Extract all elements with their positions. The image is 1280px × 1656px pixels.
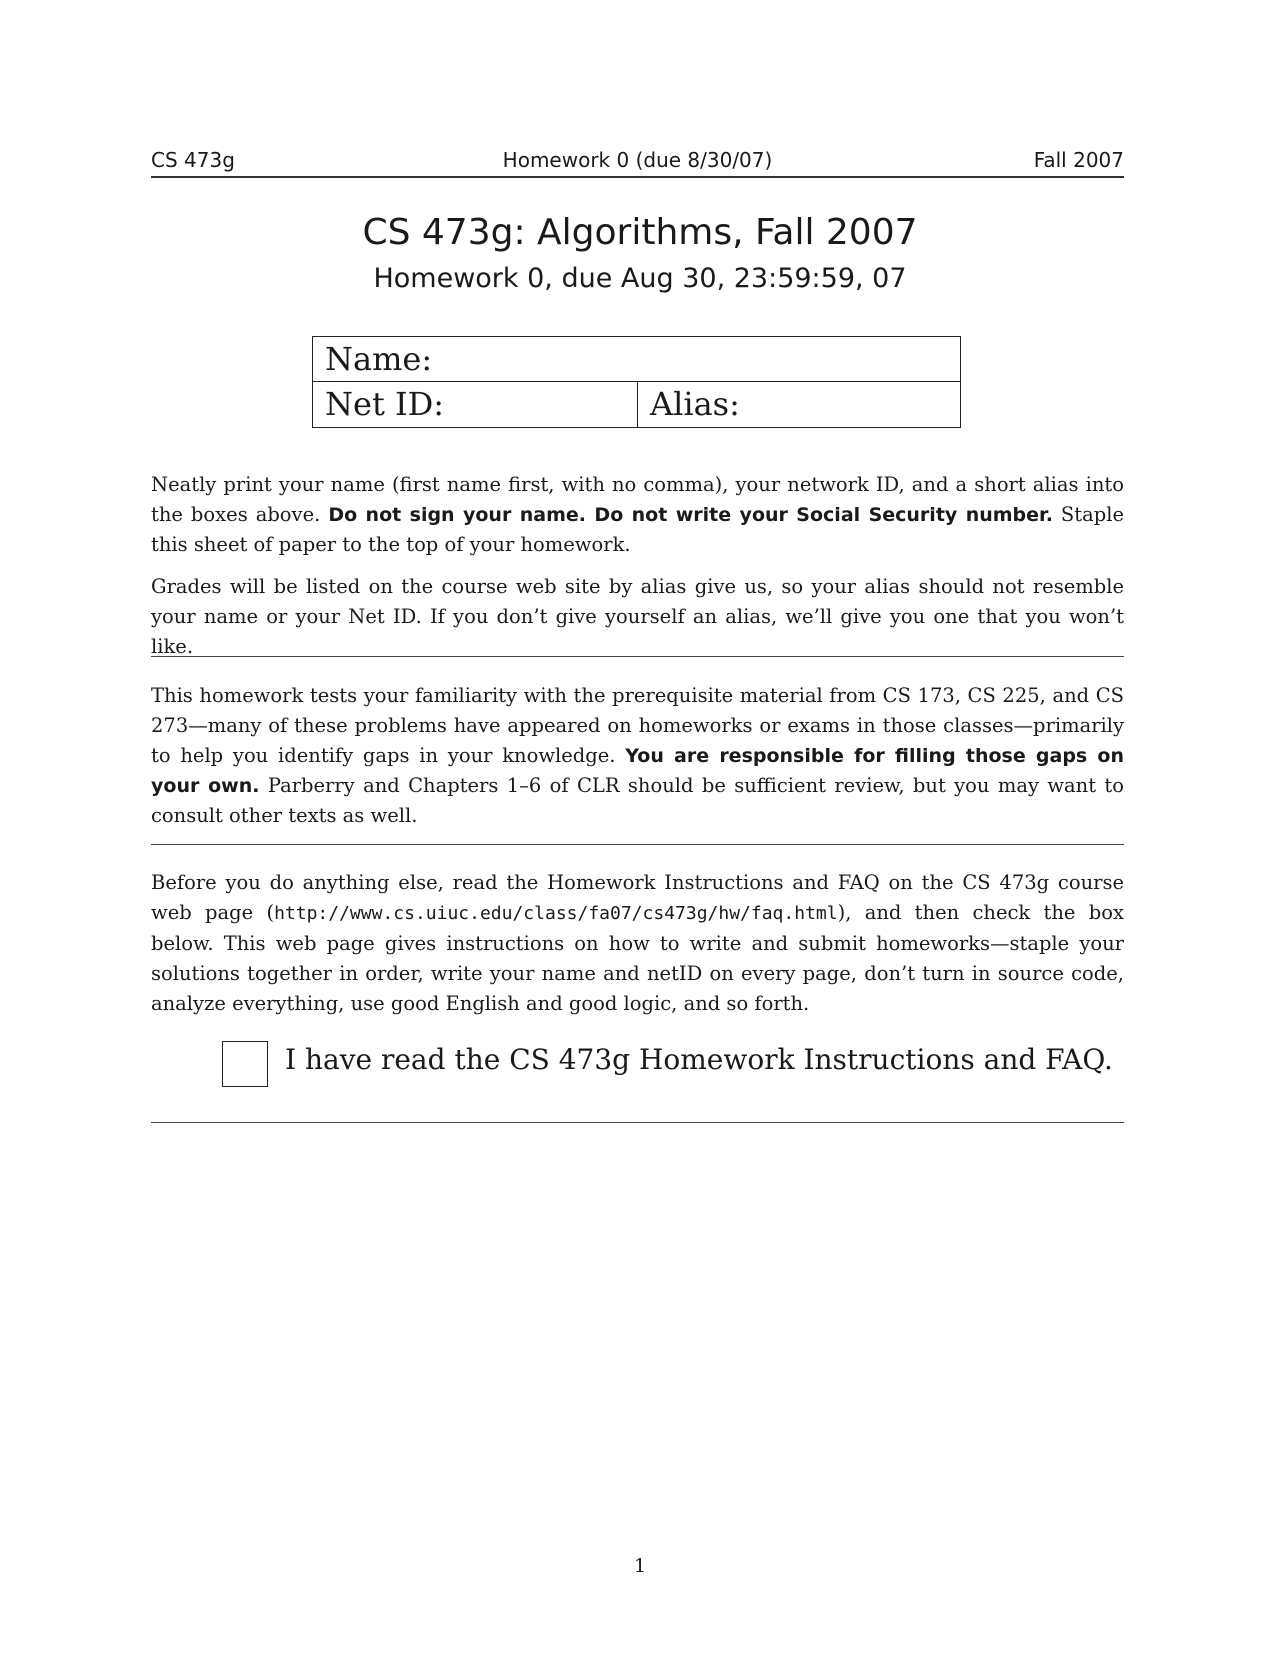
- grades-paragraph: Grades will be listed on the course web site by alias give us, so your alias should not resemble your name or your Net ID. If you don’t give yourself an alias, we’ll give you one that you won’t like.: [151, 575, 1124, 658]
- page-title: CS 473g: Algorithms, Fall 2007: [362, 212, 918, 253]
- faq-text: Before you do anything else, read the Homework Instructions and FAQ on the CS 473g course web page (: [151, 871, 1124, 924]
- faq-text-end: ), and then check the box below. This web page gives instructions on how to write and submit homeworks—staple your solutions together in order, write your name and netID on every page, don’t turn in source code, analyze everything, use good English and good logic, and so forth.: [151, 901, 1124, 1015]
- responsibility-note: You are responsible for filling those gaps on your own.: [151, 745, 1124, 797]
- faq-url-link[interactable]: http://www.cs.uiuc.edu/class/fa07/cs473g/hw/faq.html: [274, 903, 838, 924]
- name-field[interactable]: [313, 337, 960, 382]
- page-subtitle: Homework 0, due Aug 30, 23:59:59, 07: [373, 263, 907, 294]
- instructions-text: Neatly print your name (first name first, with no comma), your network ID, and a short alias into the boxes above.: [151, 473, 1124, 526]
- netid-field[interactable]: [313, 382, 638, 427]
- prerequisite-paragraph: [151, 681, 1124, 831]
- instructions-text-end: Staple this sheet of paper to the top of your homework.: [151, 503, 1125, 556]
- page-number: 1: [633, 1555, 647, 1577]
- divider: [151, 656, 1124, 657]
- prerequisite-text: This homework tests your familiarity with the prerequisite material from CS 173, CS 225, and CS 273—many of these problems have appeared on homeworks or exams in those classes—primarily to help you identify gaps in your knowledge.: [151, 684, 1124, 767]
- alias-label: Alias:: [650, 385, 740, 423]
- student-id-box: [312, 336, 961, 428]
- faq-read-checkbox-label: I have read the CS 473g Homework Instructions and FAQ.: [285, 1043, 1113, 1076]
- name-label: Name:: [325, 340, 433, 378]
- faq-read-checkbox[interactable]: [222, 1041, 268, 1087]
- divider: [151, 844, 1124, 845]
- header-term: Fall 2007: [1033, 148, 1124, 172]
- header-course: CS 473g: [151, 148, 235, 172]
- instructions-paragraph: [151, 470, 1124, 560]
- divider: [151, 1122, 1124, 1123]
- netid-label: Net ID:: [325, 385, 445, 423]
- faq-paragraph: [151, 868, 1124, 1019]
- running-header: [151, 146, 1124, 178]
- prerequisite-text-end: Parberry and Chapters 1–6 of CLR should be sufficient review, but you may want to consult other texts as well.: [151, 774, 1124, 827]
- header-assignment: Homework 0 (due 8/30/07): [502, 148, 773, 172]
- instructions-warning: Do not sign your name. Do not write your Social Security number.: [328, 504, 1053, 526]
- alias-field[interactable]: [638, 382, 961, 427]
